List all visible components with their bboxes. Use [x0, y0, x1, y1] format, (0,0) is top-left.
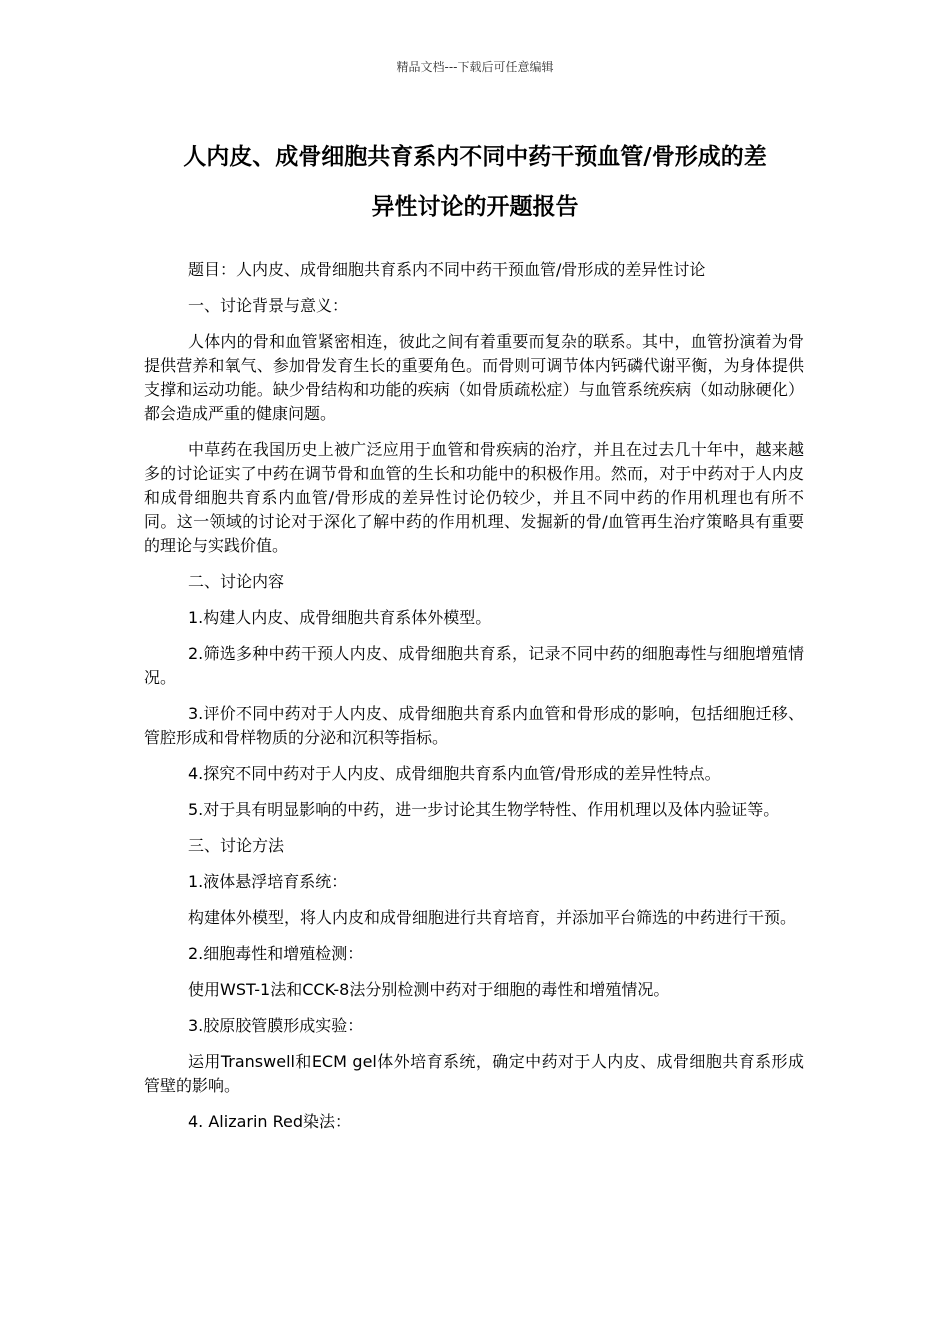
body-paragraph: 人体内的骨和血管紧密相连，彼此之间有着重要而复杂的联系。其中，血管扮演着为骨提供营养和氧气、参加骨发育生长的重要角色。而骨则可调节体内钙磷代谢平衡，为身体提供支撑和运动功能。缺少骨结构和功能的疾病（如骨质疏松症）与血管系统疾病（如动脉硬化）都会造成严重的健康问题。 [144, 332, 804, 423]
method-heading: 3.胶原胶管膜形成实验： [188, 1016, 364, 1035]
document-title-line-1: 人内皮、成骨细胞共育系内不同中药干预血管/骨形成的差 [183, 144, 767, 170]
document-title [130, 132, 820, 232]
list-item: 4.探究不同中药对于人内皮、成骨细胞共育系内血管/骨形成的差异性特点。 [188, 764, 721, 783]
body-paragraph: 使用WST-1法和CCK-8法分别检测中药对于细胞的毒性和增殖情况。 [188, 980, 670, 999]
method-heading: 2.细胞毒性和增殖检测： [188, 944, 364, 963]
topic-paragraph: 题目：人内皮、成骨细胞共育系内不同中药干预血管/骨形成的差异性讨论 [188, 260, 706, 279]
method-heading: 1.液体悬浮培育系统： [188, 872, 348, 891]
list-item: 2.筛选多种中药干预人内皮、成骨细胞共育系，记录不同中药的细胞毒性与细胞增殖情况。 [144, 644, 804, 687]
method-heading: 4. Alizarin Red染法： [188, 1112, 352, 1131]
section-heading-background: 一、讨论背景与意义： [188, 296, 349, 315]
body-paragraph: 运用Transwell和ECM gel体外培育系统，确定中药对于人内皮、成骨细胞共育系形成管壁的影响。 [144, 1052, 804, 1095]
section-heading-methods: 三、讨论方法 [188, 836, 285, 855]
section-heading-content: 二、讨论内容 [188, 572, 285, 591]
document-title-line-2: 异性讨论的开题报告 [371, 194, 579, 220]
list-item: 3.评价不同中药对于人内皮、成骨细胞共育系内血管和骨形成的影响，包括细胞迁移、管腔形成和骨样物质的分泌和沉积等指标。 [144, 704, 804, 747]
list-item: 5.对于具有明显影响的中药，进一步讨论其生物学特性、作用机理以及体内验证等。 [188, 800, 780, 819]
document-body [144, 258, 804, 1146]
body-paragraph: 构建体外模型，将人内皮和成骨细胞进行共育培育，并添加平台筛选的中药进行干预。 [188, 908, 797, 927]
list-item: 1.构建人内皮、成骨细胞共育系体外模型。 [188, 608, 492, 627]
body-paragraph: 中草药在我国历史上被广泛应用于血管和骨疾病的治疗，并且在过去几十年中，越来越多的讨论证实了中药在调节骨和血管的生长和功能中的积极作用。然而，对于中药对于人内皮和成骨细胞共育系内血管/骨形成的差异性讨论仍较少，并且不同中药的作用机理也有所不同。这一领域的讨论对于深化了解中药的作用机理、发掘新的骨/血管再生治疗策略具有重要的理论与实践价值。 [144, 440, 804, 555]
page-header: 精品文档---下载后可任意编辑 [396, 60, 554, 74]
